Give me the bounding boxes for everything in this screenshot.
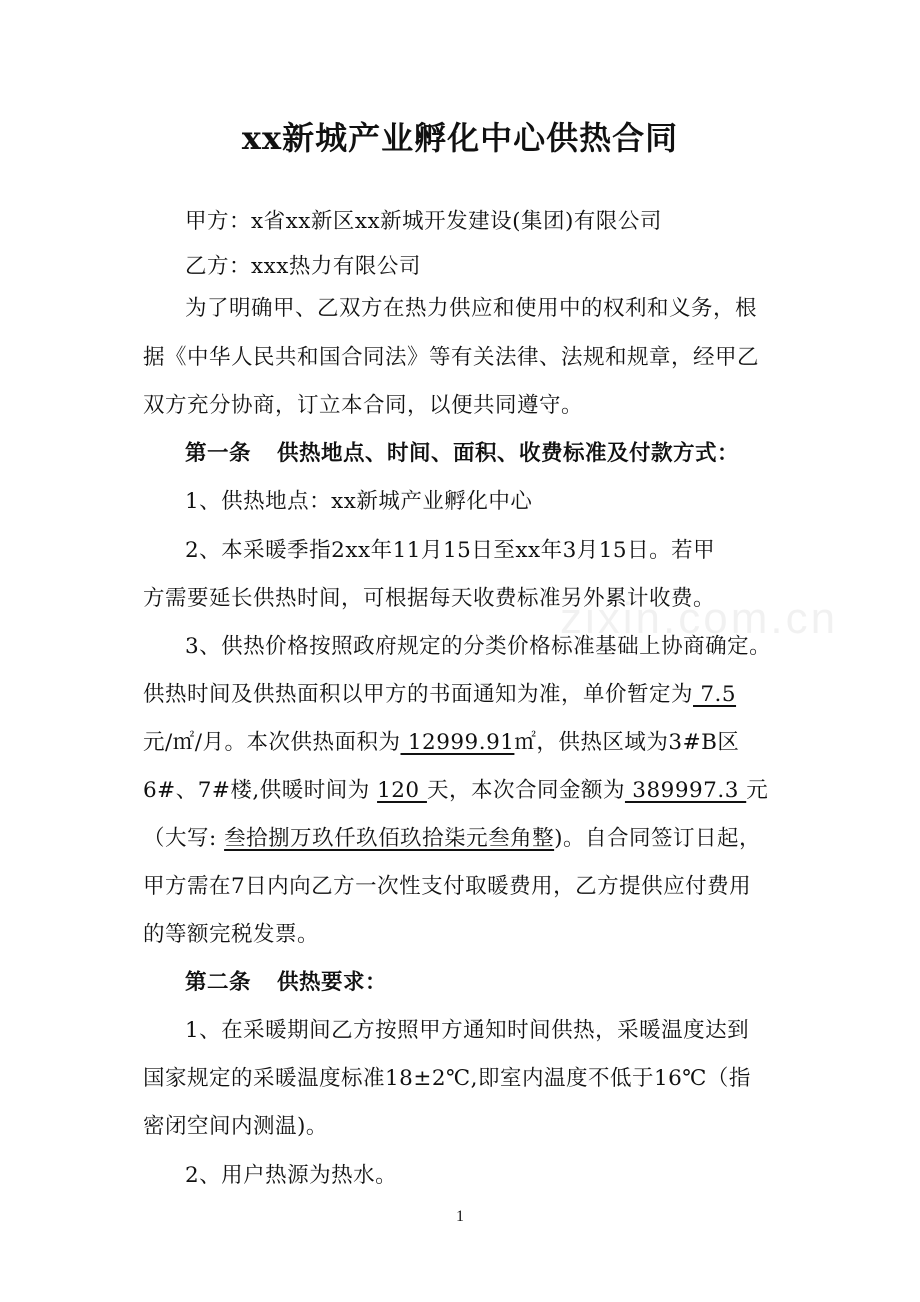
article1-item3-line2 bbox=[143, 680, 783, 710]
article1-item2-line1: 2、本采暖季指2xx年11月15日至xx年3月15日。若甲 bbox=[185, 538, 716, 563]
article1-payment-line1: 甲方需在7日内向乙方一次性支付取暖费用，乙方提供应付费用 bbox=[143, 874, 752, 899]
article1-title: 供热地点、时间、面积、收费标准及付款方式： bbox=[277, 441, 740, 466]
area-suffix: ㎡，供热区域为3#B区 bbox=[514, 730, 740, 755]
article1-payment-line2: 的等额完税发票。 bbox=[143, 922, 320, 947]
heating-area: 12999.91 bbox=[400, 730, 515, 755]
contract-amount: 389997.3 bbox=[624, 778, 747, 803]
article2-item1-line2: 国家规定的采暖温度标准18±2℃,即室内温度不低于16℃（指 bbox=[143, 1066, 751, 1091]
capital-label: （大写: bbox=[143, 826, 225, 851]
party-a: 甲方：x省xx新区xx新城开发建设(集团)有限公司 bbox=[185, 209, 662, 234]
document-title: xx新城产业孵化中心供热合同 bbox=[241, 119, 679, 157]
days-label: 6#、7#楼,供暖时间为 bbox=[143, 778, 378, 803]
intro-line-3: 双方充分协商，订立本合同，以便共同遵守。 bbox=[143, 393, 584, 418]
article1-item3-line1: 3、供热价格按照政府规定的分类价格标准基础上协商确定。 bbox=[185, 634, 772, 659]
amount-unit: 元 bbox=[746, 778, 769, 803]
article2-item1-line1: 1、在采暖期间乙方按照甲方通知时间供热，采暖温度达到 bbox=[185, 1018, 750, 1043]
price-label: 供热时间及供热面积以甲方的书面通知为准，单价暂定为 bbox=[143, 682, 694, 707]
intro-line-1: 为了明确甲、乙双方在热力供应和使用中的权利和义务，根 bbox=[185, 296, 758, 321]
article2-item2: 2、用户热源为热水。 bbox=[185, 1163, 398, 1188]
article1-number: 第一条 bbox=[185, 441, 252, 466]
article1-item3-line4 bbox=[143, 776, 783, 806]
area-label: 元/㎡/月。本次供热面积为 bbox=[143, 730, 401, 755]
article2-item1-line3: 密闭空间内测温)。 bbox=[143, 1114, 328, 1139]
article1-heading bbox=[185, 439, 825, 469]
intro-line-2: 据《中华人民共和国合同法》等有关法律、法规和规章，经甲乙 bbox=[143, 345, 760, 370]
article1-item3-line5 bbox=[143, 824, 783, 854]
capital-suffix: )。自合同签订日起， bbox=[554, 826, 761, 851]
watermark: zixin.com.cn bbox=[560, 594, 839, 643]
party-b: 乙方：xxx热力有限公司 bbox=[185, 254, 421, 279]
article1-item3-line3 bbox=[143, 728, 783, 758]
capital-amount: 叁拾捌万玖仟玖佰玖拾柒元叁角整 bbox=[224, 826, 555, 851]
article2-number: 第二条 bbox=[185, 970, 252, 995]
article1-item2-line2: 方需要延长供热时间，可根据每天收费标准另外累计收费。 bbox=[143, 586, 716, 611]
amount-label: 天，本次合同金额为 bbox=[426, 778, 625, 803]
article2-title: 供热要求： bbox=[277, 970, 388, 995]
article1-item1: 1、供热地点：xx新城产业孵化中心 bbox=[185, 489, 533, 514]
page-number: 1 bbox=[456, 1208, 464, 1225]
heating-days: 120 bbox=[377, 778, 427, 803]
article2-heading bbox=[185, 968, 825, 998]
unit-price: 7.5 bbox=[693, 682, 737, 707]
